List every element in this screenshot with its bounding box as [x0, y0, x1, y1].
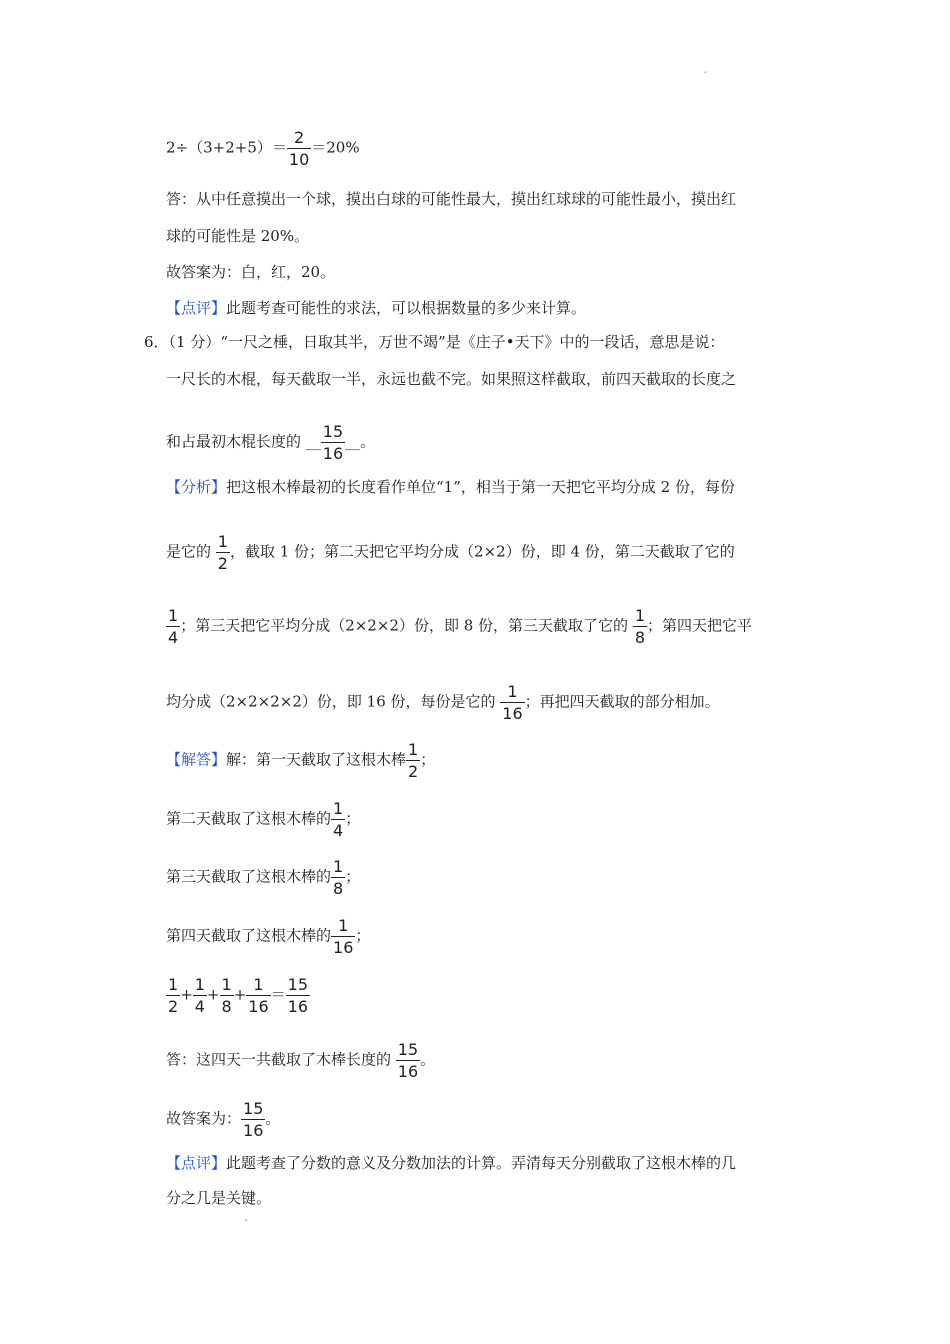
- calc-line: [166, 128, 360, 169]
- fraction: $\frac{1}{2}$: [408, 740, 419, 781]
- question-text: （1 分）“一尺之棰，日取其半，万世不竭”是《庄子•天下》中的一段话，意思是说：: [168, 333, 725, 351]
- fraction: $\frac{1}{2}$: [168, 975, 179, 1016]
- answer-line: 答：这四天一共截取了木棒长度的 $\frac{15}{16}$ 。: [166, 1040, 436, 1081]
- solution-line: 第三天截取了这根木棒的 $\frac{1}{8}$ ；: [166, 857, 361, 898]
- solution-line: 第二天截取了这根木棒的 $\frac{1}{4}$ ；: [166, 799, 361, 840]
- answer-line: 球的可能性是 20%。: [166, 227, 310, 245]
- calc-suffix: ＝20%: [311, 138, 360, 157]
- analysis-line: $\frac{1}{4}$ ；第三天把它平均分成（2×2×2）份，即 8 份，第三天截取了它的 $\frac{1}{8}$ ；第四天把它平: [168, 606, 753, 647]
- fraction: $\frac{15}{16}$: [287, 975, 309, 1016]
- fraction: $\frac{1}{16}$: [502, 682, 523, 723]
- fraction: $\frac{15}{16}$: [243, 1099, 264, 1140]
- question-line: 和占最初木棍长度的 __ $\frac{15}{16}$ __。: [166, 422, 376, 463]
- fraction: $\frac{1}{16}$: [333, 916, 354, 957]
- footer-mark: ˅: [244, 1220, 249, 1230]
- fraction: $\frac{1}{4}$: [333, 799, 344, 840]
- fraction: $\frac{1}{2}$: [217, 532, 228, 573]
- comment-line: 分之几是关键。: [166, 1189, 272, 1207]
- comment-tag: 【点评】: [166, 1154, 227, 1172]
- question-line: [144, 332, 725, 352]
- solution-tag: 【解答】: [166, 750, 227, 769]
- fraction: $\frac{1}{8}$: [221, 975, 232, 1016]
- sum-equation: $\frac{1}{2}$ + $\frac{1}{4}$ + $\frac{1}{8}$ + $\frac{1}{16}$ ＝ $\frac{15}{16}$: [168, 975, 309, 1016]
- fraction: $\frac{1}{4}$: [168, 606, 179, 647]
- calc-prefix: 2÷（3+2+5）＝: [166, 138, 287, 157]
- analysis-line: 是它的 $\frac{1}{2}$ ，截取 1 份；第二天把它平均分成（2×2）份，即 4 份，第二天截取了它的: [166, 532, 735, 573]
- fraction: $\frac{2}{10}$: [288, 128, 310, 169]
- comment-text: 此题考查可能性的求法，可以根据数量的多少来计算。: [226, 299, 587, 317]
- analysis-line: 【分析】把这根木棒最初的长度看作单位“1”，相当于第一天把它平均分成 2 份，每份: [166, 478, 735, 496]
- final-answer: 故答案为： $\frac{15}{16}$ 。: [166, 1099, 281, 1140]
- analysis-line: 均分成（2×2×2×2）份，即 16 份，每份是它的 $\frac{1}{16}$ ；再把四天截取的部分相加。: [166, 682, 720, 723]
- fraction: $\frac{1}{4}$: [194, 975, 205, 1016]
- comment-line: 【点评】此题考查了分数的意义及分数加法的计算。弄清每天分别截取了这根木棒的几: [166, 1154, 737, 1172]
- question-line: 一尺长的木棍，每天截取一半，永远也截不完。如果照这样截取，前四天截取的长度之: [166, 370, 737, 388]
- header-mark: ˅: [703, 72, 708, 82]
- fraction: $\frac{1}{8}$: [333, 857, 344, 898]
- question-number: 6．: [144, 333, 169, 351]
- answer-line: 答：从中任意摸出一个球，摸出白球的可能性最大，摸出红球球的可能性最小，摸出红: [166, 190, 737, 208]
- fraction: $\frac{15}{16}$: [397, 1040, 419, 1081]
- fraction: $\frac{15}{16}$: [322, 422, 344, 463]
- final-answer: 故答案为：白，红，20。: [166, 263, 336, 281]
- analysis-tag: 【分析】: [166, 478, 227, 496]
- solution-line: 第四天截取了这根木棒的 $\frac{1}{16}$ ；: [166, 916, 371, 957]
- comment-line: [166, 298, 586, 318]
- fraction: $\frac{1}{16}$: [248, 975, 269, 1016]
- fraction: $\frac{1}{8}$: [634, 606, 645, 647]
- solution-line: 【解答】解：第一天截取了这根木棒 $\frac{1}{2}$ ；: [166, 740, 436, 781]
- comment-tag: 【点评】: [166, 299, 227, 317]
